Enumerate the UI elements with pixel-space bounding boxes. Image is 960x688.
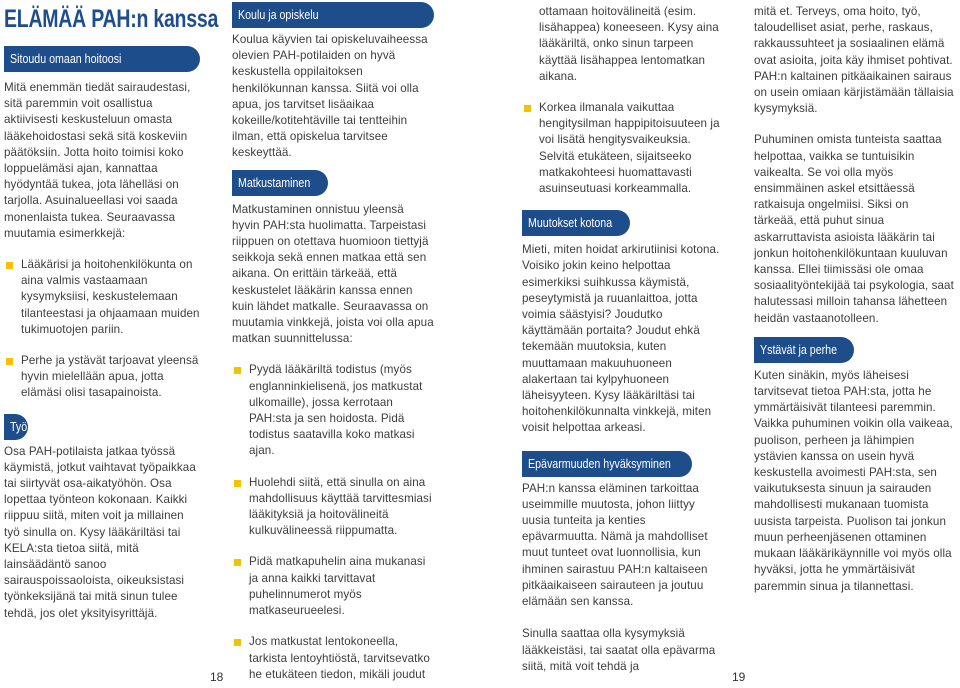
paragraph: Kuten sinäkin, myös läheisesi tarvitsevat tietoa PAH:sta, jotta he ymmärtäisivät tilanteesi paremmin. Vaikka puhuminen voikin olla vaikeaa, puolison, perheen ja lähimpien ystävien kanssa on usein hyvä keskustella avoimesti PAH:sta, sen vaikutuksesta sinuun ja sairauden mahdollisesti mukanaan tuomista uusista tarpeista. Puolison tai jonkun muun perheenjäsenen ottaminen mukaan lääkärikäynnille voi myös olla hyväksi, jotta he ymmärtäisivät paremmin sinua ja tilannettasi. — [754, 368, 953, 593]
heading-work: Työ — [4, 414, 28, 440]
bullet-item: Perhe ja ystävät tarjoavat yleensä hyvin mielellään apua, jotta elämäsi olisi tasapainoista. — [4, 353, 200, 402]
paragraph: mitä et. Terveys, oma hoito, työ, taloudelliset asiat, perhe, raskaus, rakkaussuhteet ja sosiaalinen elämä ovat asioita, joita käy ihmiset pohtivat. PAH:n kaltainen pitkäaikainen sairaus on usein omiaan kärjistämään tällaisia kysymyksiä. — [754, 5, 954, 116]
column-1 — [4, 46, 200, 622]
paragraph: ottamaan hoitovälineitä (esim. lisähappea) koneeseen. Kysy aina lääkäriltä, onko sinun tarpeen käyttää lisähappea lentomatkan aikana. — [539, 5, 719, 83]
column-4 — [754, 4, 954, 595]
heading-changes-at-home: Muutokset kotona — [522, 210, 630, 236]
paragraph: Mieti, miten hoidat arkirutiinisi kotona. Voisiko jokin keino helpottaa esimerkiksi suihkussa käymistä, peseytymistä ja ruuanlaittoa, jotta voimia säästyisi? Joudutko käyttämään portaita? Joudut ehkä tekemään muutoksia, kuten muuttamaan makuuhuoneen alakertaan tai kylpyhuoneen läheisyyteen. Kysy lääkäriltäsi tai hoitohenkilökunnalta vinkkejä, miten voisit helpottaa arkeasi. — [522, 243, 720, 435]
heading-accepting-uncertainty: Epävarmuuden hyväksyminen — [522, 451, 692, 477]
column-2 — [232, 2, 434, 683]
heading-commit-to-care: Sitoudu omaan hoitoosi — [4, 46, 200, 72]
page-number-left: 18 — [210, 670, 224, 684]
paragraph: Matkustaminen onnistuu yleensä hyvin PAH:sta huolimatta. Tarpeistasi riippuen on otettava huomioon tiettyjä seikkoja sekä ennen matkaa että sen aikana. On erittäin tärkeää, että keskustelet lääkärin kanssa ennen kuin lähdet matkalle. Seuraavassa on muutamia vinkkejä, joista voi olla apua matkan suunnittelussa: — [232, 202, 434, 346]
bullet-item: Pidä matkapuhelin aina mukanasi ja anna kaikki tarvittavat puhelinnumerot myös matkaseurueelesi. — [232, 554, 434, 619]
bullet-item: Lääkärisi ja hoitohenkilökunta on aina valmis vastaamaan kysymyksiisi, keskustelemaan tilanteestasi ja ohjaamaan muiden tukimuotojen pariin. — [4, 257, 200, 338]
bullet-item: Pyydä lääkäriltä todistus (myös englanninkielisenä, jos matkustat ulkomaille), jossa kerrotaan PAH:sta ja sen hoidosta. Pidä todistus saatavilla koko matkasi ajan. — [232, 362, 434, 459]
paragraph: Puhuminen omista tunteista saattaa helpottaa, vaikka se tuntuisikin vaikealta. Se voi olla myös ensimmäinen askel etsittäessä ratkaisuja ongelmiisi. Siksi on tärkeää, että puhut sinua askarruttavista asioista lääkärin tai jonkun hoitohenkilökuntaan kuuluvan kanssa. Ellei tiimissäsi ole omaa sosiaalityöntekijää tai psykologia, saat halutessasi milloin tahansa lähetteen heidän vastaanotolleen. — [754, 133, 954, 325]
heading-school-study: Koulu ja opiskelu — [232, 2, 434, 28]
paragraph: Koulua käyvien tai opiskeluvaiheessa olevien PAH-potilaiden on hyvä keskustella oppilaitoksen henkilökunnan kanssa. Siitä voi olla apua, jos tarvitset lisäaikaa kokeille/kotitehtäville tai tentteihin ilman, että opiskelua tarvitsee keskeyttää. — [232, 33, 428, 160]
page-title: ELÄMÄÄ PAH:n kanssa — [4, 5, 219, 33]
page-number-right: 19 — [732, 670, 746, 684]
paragraph: Mitä enemmän tiedät sairaudestasi, sitä paremmin voit osallistua aktiivisesti keskusteluun omasta lääkehoidostasi sekä sitä koskeviin päätöksiin. Jotta hoito toimisi koko loppuelämäsi ajan, kannattaa hyödyntää tukea, jota lähelläsi on tarjolla. Asuinalueellasi voi saada monenlaista tukea. Seuraavassa muutamia esimerkkejä: — [4, 81, 191, 240]
column-3 — [522, 4, 724, 675]
heading-travel: Matkustaminen — [232, 170, 328, 196]
paragraph: PAH:n kanssa eläminen tarkoittaa useimmille muutosta, johon liittyy uusia tunteita ja kenties epävarmuutta. Nämä ja mahdolliset muut tunteet ovat luonnollisia, kun ihminen sairastuu PAH:n kaltaiseen pitkäaikaiseen sairauteen ja joutuu elämään sen kanssa. — [522, 481, 708, 609]
bullet-item: Jos matkustat lentokoneella, tarkista lentoyhtiöstä, tarvitsevatko he etukäteen tiedon, mikäli joudut — [232, 634, 434, 683]
paragraph: Osa PAH-potilaista jatkaa työssä käymistä, jotkut vaihtavat työpaikkaa tai siirtyvät osa-aikatyöhön. Osa lopettaa työnteon kokonaan. Kaikki riippuu siitä, miten voit ja millainen työ sinulla on. Kysy lääkäriltäsi tai KELA:sta tietoa siitä, mitä lainsäädäntö sanoo sairauspoissaoloista, oikeuksistasi työnkeksijänä tai mitä sinun tulee tehdä, jos olet yksityisyrittäjä. — [4, 444, 196, 620]
paragraph: Sinulla saattaa olla kysymyksiä lääkkeistäsi, tai saatat olla epävarma siitä, mitä voit tehdä ja — [522, 627, 716, 673]
bullet-item: Huolehdi siitä, että sinulla on aina mahdollisuus käyttää tarvittesmiasi lääkityksiä ja hoitovälineitä kulkuvälineessä riippumatta. — [232, 475, 434, 540]
bullet-item: Korkea ilmanala vaikuttaa hengitysilman happipitoisuuteen ja voi lisätä hengitysvaikeuksia. Selvitä etukäteen, sijaitseeko matkakohteesi huomattavasti asuinseutuasi korkeammalla. — [522, 100, 724, 197]
heading-friends-family: Ystävät ja perhe — [754, 337, 854, 363]
